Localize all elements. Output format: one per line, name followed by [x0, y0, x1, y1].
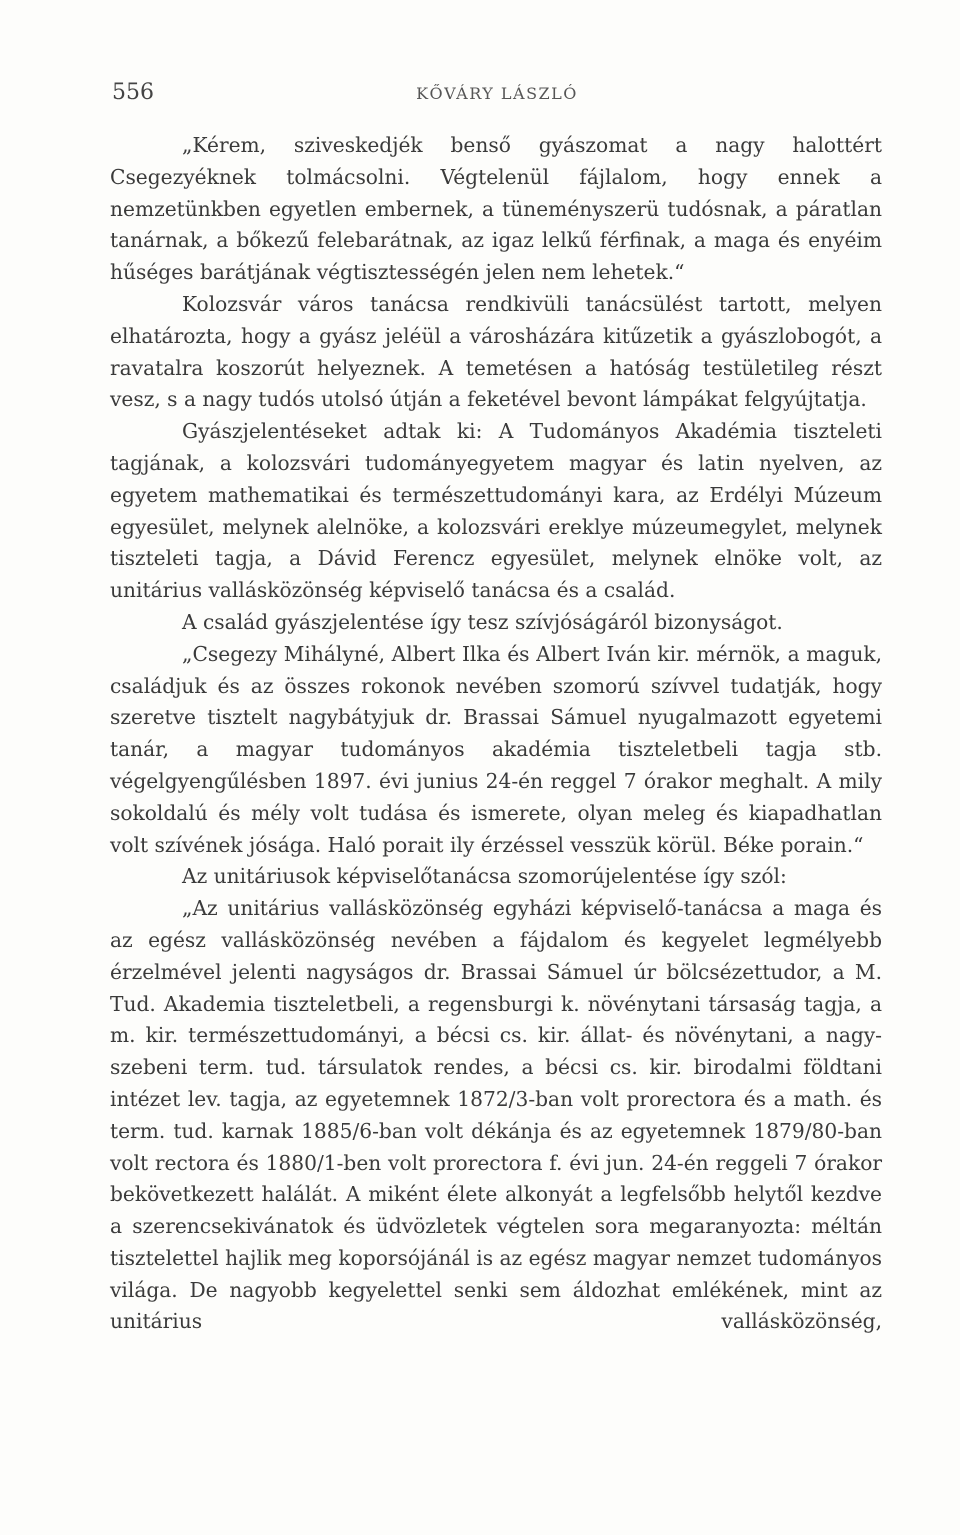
page-header	[112, 80, 882, 120]
family-intro-paragraph: A család gyászjelentése így tesz szívjóságáról bizonyságot.	[182, 609, 783, 634]
council-paragraph: Kolozsvár város tanácsa rendkivüli tanácsülést tartott, melyen elhatározta, hogy a gyász jeléül a városházára kitűzetik a gyászlobogót, a ravatalra koszorút helyeznek. A temetésen a hatóság testületileg részt vesz, s a nagy tudós utolsó útján a feketével bevont lámpákat felgyújtatja.	[110, 291, 882, 412]
quote-paragraph: „Kérem, sziveskedjék benső gyászomat a nagy halottért Csegezyéknek tolmácsolni. Végtelenül fájlalom, hogy ennek a nemzetünkben egyetlen embernek, a tüneményszerü tudósnak, a páratlan tanárnak, a bőkezű felebarátnak, az igaz lelkű férfinak, a maga és enyéim hűséges barátjának végtisztességén jelen nem lehetek.“	[110, 133, 882, 285]
running-head: KŐVÁRY LÁSZLÓ	[416, 84, 578, 103]
family-notice-paragraph: „Csegezy Mihályné, Albert Ilka és Albert Iván kir. mérnök, a maguk, családjuk és az összes rokonok nevében szomorú szívvel tudatják, hogy szeretve tisztelt nagybátyjuk dr. Brassai Sámuel nyugalmazott egyetemi tanár, a magyar tudományos akadémia tiszteletbeli tagja stb. végelgyengűlésben 1897. évi junius 24-én reggel 7 órakor meghalt. A mily sokoldalú és mély volt tudása és ismerete, olyan meleg és kiapadhatlan volt szívének jósága. Haló porait ily érzéssel vesszük körül. Béke porain.“	[110, 641, 882, 857]
obituaries-paragraph: Gyászjelentéseket adtak ki: A Tudományos Akadémia tiszteleti tagjának, a kolozsvári tudományegyetem magyar és latin nyelven, az egyetem mathematikai és természettudományi kara, az Erdélyi Múzeum egyesület, melynek alelnöke, a kolozsvári ereklye múzeumegylet, melynek tiszteleti tagja, a Dávid Ferencz egyesület, melynek elnöke volt, az unitárius vallásközönség képviselő tanácsa és a család.	[110, 419, 882, 603]
unitarian-intro-paragraph: Az unitáriusok képviselőtanácsa szomorújelentése így szól:	[182, 864, 787, 889]
page-number: 556	[112, 80, 154, 105]
unitarian-notice-paragraph: „Az unitárius vallásközönség egyházi képviselő-tanácsa a maga és az egész vallásközönség nevében a fájdalom és kegyelet legmélyebb érzelmével jelenti nagyságos dr. Brassai Sámuel úr bölcsézettudor, a M. Tud. Akademia tiszteletbeli, a regensburgi k. növénytani társaság tagja, a m. kir. természettudományi, a bécsi cs. kir. állat- és növénytani, a nagy-szebeni term. tud. társulatok rendes, a bécsi cs. kir. birodalmi földtani intézet lev. tagja, az egyetemnek 1872/3-ban volt prorectora és a math. és term. tud. karnak 1885/6-ban volt dékánja és az egyetemnek 1879/80-ban volt rectora és 1880/1-ben volt prorectora f. évi jun. 24-én reggeli 7 órakor bekövetkezett halálát. A miként élete alkonyát a legfelsőbb helytől kezdve a szerencsekivánatok és üdvözletek végtelen sora megaranyozta: méltán tisztelettel hajlik meg koporsójánál is az egész magyar nemzet tudományos világa. De nagyobb kegyelettel senki sem áldozhat emlékének, mint az unitárius vallásközönség,	[110, 896, 882, 1334]
body-text	[110, 130, 882, 1338]
